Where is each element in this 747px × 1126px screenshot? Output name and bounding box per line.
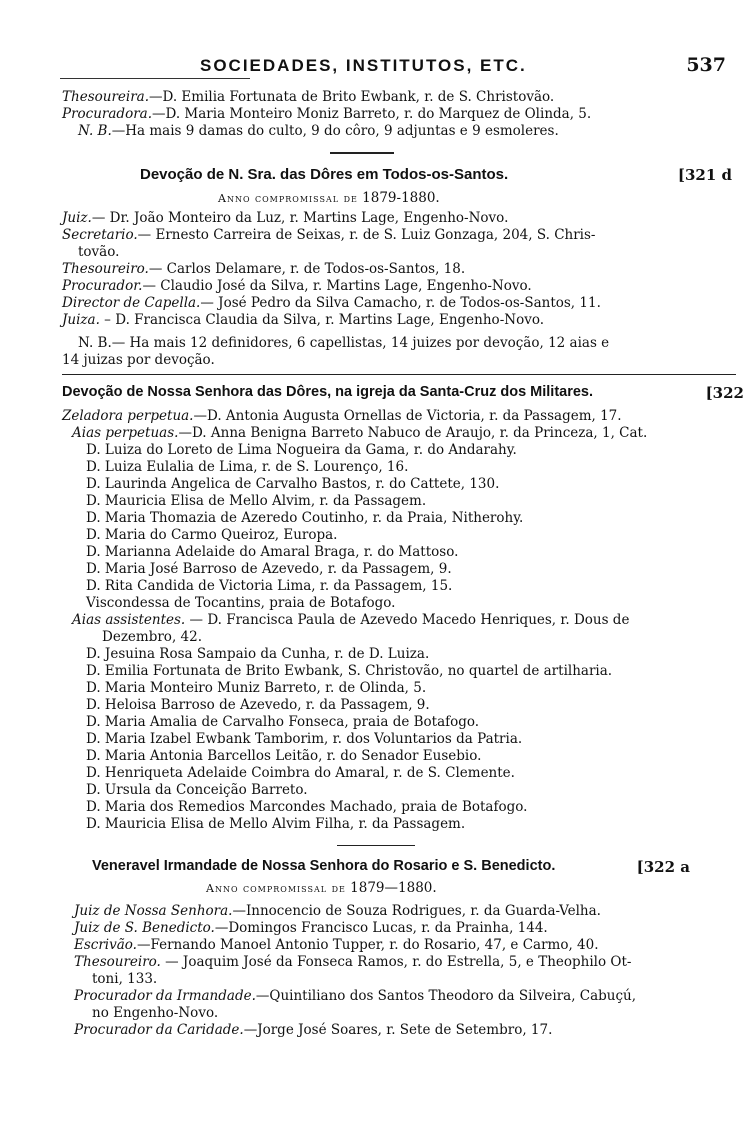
list-item: Dezembro, 42. bbox=[102, 629, 202, 645]
entry-line: Procuradora.—D. Maria Monteiro Moniz Barreto, r. do Marquez de Olinda, 5. bbox=[62, 106, 592, 122]
entry-line: Aias assistentes. — D. Francisca Paula de Azevedo Macedo Henriques, r. Dous de bbox=[72, 612, 630, 628]
list-item: D. Maria Thomazia de Azeredo Coutinho, r. da Praia, Nitherohy. bbox=[86, 510, 524, 526]
entry-line: Thesoureiro. — Joaquim José da Fonseca Ramos, r. do Estrella, 5, e Theophilo Ot- bbox=[74, 954, 632, 970]
list-item: D. Ursula da Conceição Barreto. bbox=[86, 782, 308, 798]
list-item: D. Rita Candida de Victoria Lima, r. da Passagem, 15. bbox=[86, 578, 453, 594]
entry-line: Juiz de S. Benedicto.—Domingos Francisco Lucas, r. da Prainha, 144. bbox=[74, 920, 548, 936]
page-number: 537 bbox=[686, 54, 726, 76]
list-item: D. Maria Monteiro Muniz Barreto, r. de Olinda, 5. bbox=[86, 680, 427, 696]
page-header bbox=[60, 50, 730, 80]
list-item: Viscondessa de Tocantins, praia de Botafogo. bbox=[86, 595, 396, 611]
list-item: D. Maria dos Remedios Marcondes Machado, praia de Botafogo. bbox=[86, 799, 528, 815]
entry-line: 14 juizas por devoção. bbox=[62, 352, 215, 368]
list-item: D. Maria do Carmo Queiroz, Europa. bbox=[86, 527, 338, 543]
list-item: D. Luiza do Loreto de Lima Nogueira da Gama, r. do Andarahy. bbox=[86, 442, 517, 458]
list-item: D. Maria Amalia de Carvalho Fonseca, praia de Botafogo. bbox=[86, 714, 480, 730]
running-title: SOCIEDADES, INSTITUTOS, ETC. bbox=[200, 56, 527, 75]
entry-line: Juiz de Nossa Senhora.—Innocencio de Souza Rodrigues, r. da Guarda-Velha. bbox=[74, 903, 601, 919]
entry-line: no Engenho-Novo. bbox=[92, 1005, 219, 1021]
entry-line: tovão. bbox=[78, 244, 120, 260]
entry-line: Escrivão.—Fernando Manoel Antonio Tupper, r. do Rosario, 47, e Carmo, 40. bbox=[74, 937, 599, 953]
entry-line: Juiz.— Dr. João Monteiro da Luz, r. Martins Lage, Engenho-Novo. bbox=[62, 210, 509, 226]
list-item: D. Marianna Adelaide do Amaral Braga, r. do Mattoso. bbox=[86, 544, 459, 560]
entry-line: Aias perpetuas.—D. Anna Benigna Barreto Nabuco de Araujo, r. da Princeza, 1, Cat. bbox=[72, 425, 648, 441]
list-item: D. Maria Antonia Barcellos Leitão, r. do Senador Eusebio. bbox=[86, 748, 482, 764]
entry-line: toni, 133. bbox=[92, 971, 158, 987]
section-divider bbox=[330, 152, 394, 154]
entry-line: Zeladora perpetua.—D. Antonia Augusta Ornellas de Victoria, r. da Passagem, 17. bbox=[62, 408, 622, 424]
list-item: D. Luiza Eulalia de Lima, r. de S. Lourenço, 16. bbox=[86, 459, 409, 475]
section-divider bbox=[337, 845, 415, 846]
entry-line: Thesoureiro.— Carlos Delamare, r. de Todos-os-Santos, 18. bbox=[62, 261, 466, 277]
section-number: [321 d bbox=[677, 166, 732, 184]
list-item: D. Laurinda Angelica de Carvalho Bastos, r. do Cattete, 130. bbox=[86, 476, 500, 492]
entry-line: Secretario.— Ernesto Carreira de Seixas, r. de S. Luiz Gonzaga, 204, S. Chris- bbox=[62, 227, 596, 243]
section-number: [322 bbox=[705, 384, 744, 402]
section-title: Devoção de N. Sra. das Dôres em Todos-os-Santos. [321 d bbox=[140, 166, 732, 184]
entry-line: Thesoureira.—D. Emilia Fortunata de Brito Ewbank, r. de S. Christovão. bbox=[62, 89, 555, 105]
list-item: D. Maria Izabel Ewbank Tamborim, r. dos Voluntarios da Patria. bbox=[86, 731, 523, 747]
list-item: D. Heloisa Barroso de Azevedo, r. da Passagem, 9. bbox=[86, 697, 430, 713]
list-item: D. Emilia Fortunata de Brito Ewbank, S. Christovão, no quartel de artilharia. bbox=[86, 663, 613, 679]
list-item: D. Maria José Barroso de Azevedo, r. da Passagem, 9. bbox=[86, 561, 452, 577]
list-item: D. Jesuina Rosa Sampaio da Cunha, r. de D. Luiza. bbox=[86, 646, 430, 662]
entry-line: N. B.— Ha mais 12 definidores, 6 capellistas, 14 juizes por devoção, 12 aias e bbox=[78, 335, 610, 351]
anno-compromissal: Anno compromissal de 1879—1880. bbox=[206, 880, 437, 896]
list-item: D. Mauricia Elisa de Mello Alvim, r. da Passagem. bbox=[86, 493, 427, 509]
entry-line: Juiza. – D. Francisca Claudia da Silva, r. Martins Lage, Engenho-Novo. bbox=[62, 312, 544, 328]
entry-line: Director de Capella.— José Pedro da Silva Camacho, r. de Todos-os-Santos, 11. bbox=[62, 295, 601, 311]
section-title: Devoção de Nossa Senhora das Dôres, na igreja da Santa-Cruz dos Militares. [322 bbox=[62, 384, 744, 402]
section-divider bbox=[62, 374, 736, 375]
anno-compromissal: Anno compromissal de 1879-1880. bbox=[218, 190, 440, 206]
list-item: D. Henriqueta Adelaide Coimbra do Amaral, r. de S. Clemente. bbox=[86, 765, 515, 781]
entry-line: N. B.—Ha mais 9 damas do culto, 9 do côro, 9 adjuntas e 9 esmoleres. bbox=[78, 123, 559, 139]
section-title: Veneravel Irmandade de Nossa Senhora do Rosario e S. Benedicto. [322 a bbox=[92, 858, 690, 876]
entry-line: Procurador da Irmandade.—Quintiliano dos Santos Theodoro da Silveira, Cabuçú, bbox=[74, 988, 637, 1004]
list-item: D. Mauricia Elisa de Mello Alvim Filha, r. da Passagem. bbox=[86, 816, 466, 832]
section-number: [322 a bbox=[636, 858, 690, 876]
header-rule bbox=[60, 78, 250, 79]
entry-line: Procurador da Caridade.—Jorge José Soares, r. Sete de Setembro, 17. bbox=[74, 1022, 553, 1038]
entry-line: Procurador.— Claudio José da Silva, r. Martins Lage, Engenho-Novo. bbox=[62, 278, 532, 294]
